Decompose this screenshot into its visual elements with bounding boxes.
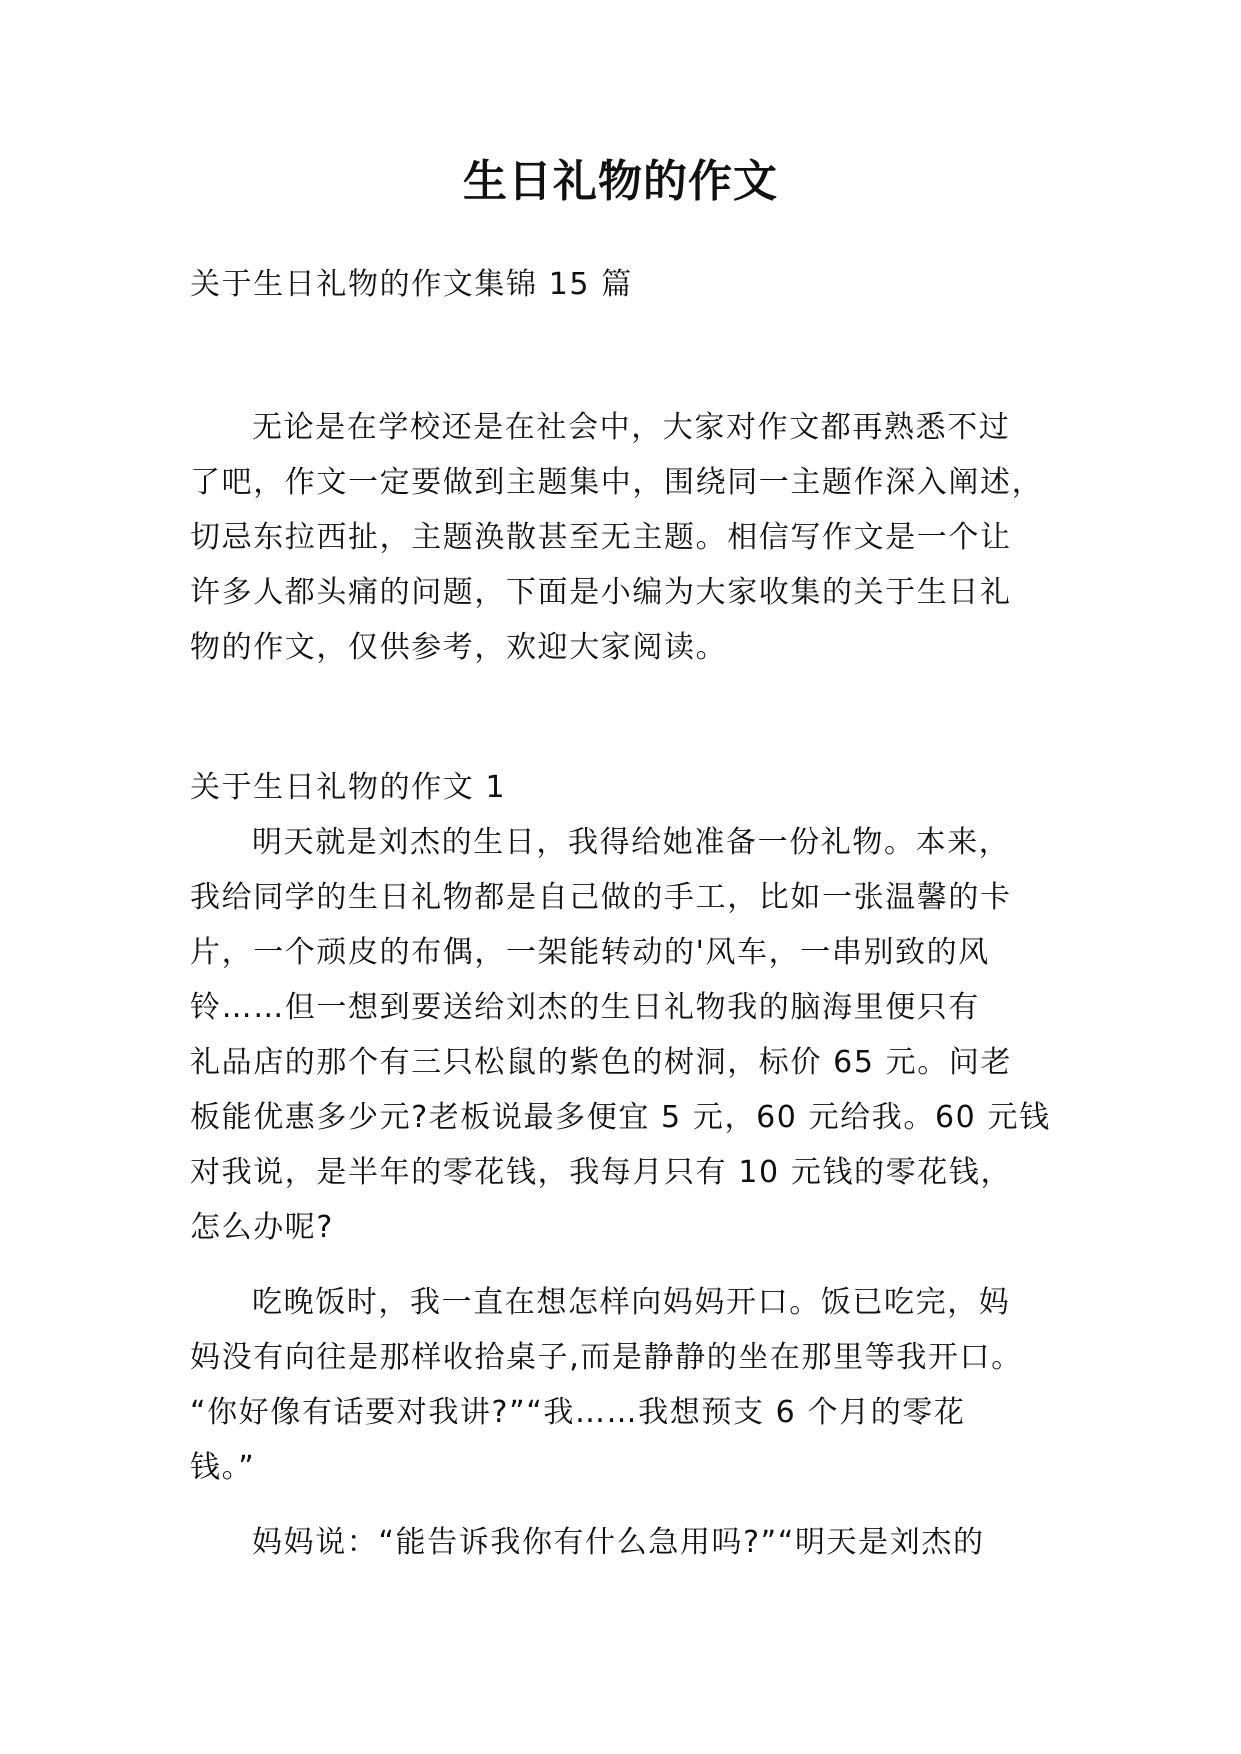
body-line-12: 钱。”	[190, 1450, 256, 1485]
intro-line-5: 物的作文，仅供参考，欢迎大家阅读。	[190, 630, 728, 665]
intro-line-4: 许多人都头痛的问题，下面是小编为大家收集的关于生日礼	[190, 575, 1012, 610]
intro-line-2: 了吧，作文一定要做到主题集中，围绕同一主题作深入阐述，	[190, 465, 1044, 500]
section-heading: 关于生日礼物的作文 1	[190, 770, 507, 805]
body-line-3: 片，一个顽皮的布偶，一架能转动的'风车，一串别致的风	[190, 935, 990, 970]
body-line-4: 铃……但一想到要送给刘杰的生日礼物我的脑海里便只有	[190, 990, 980, 1025]
body-line-6: 板能优惠多少元?老板说最多便宜 5 元，60 元给我。60 元钱	[190, 1100, 1051, 1135]
document-title: 生日礼物的作文	[463, 156, 778, 207]
body-line-10: 妈没有向往是那样收拾桌子,而是静静的坐在那里等我开口。	[190, 1340, 1023, 1375]
body-line-8: 怎么办呢?	[190, 1210, 334, 1245]
body-line-1: 明天就是刘杰的生日，我得给她准备一份礼物。本来，	[252, 825, 1011, 860]
body-line-5: 礼品店的那个有三只松鼠的紫色的树洞，标价 65 元。问老	[190, 1045, 1013, 1080]
intro-line-1: 无论是在学校还是在社会中，大家对作文都再熟悉不过	[252, 410, 1011, 445]
intro-line-3: 切忌东拉西扯，主题涣散甚至无主题。相信写作文是一个让	[190, 520, 1012, 555]
body-line-9: 吃晚饭时，我一直在想怎样向妈妈开口。饭已吃完，妈	[252, 1285, 1011, 1320]
document-subtitle: 关于生日礼物的作文集锦 15 篇	[190, 267, 633, 302]
body-line-7: 对我说，是半年的零花钱，我每月只有 10 元钱的零花钱，	[190, 1155, 1013, 1190]
body-line-11: “你好像有话要对我讲?”“我……我想预支 6 个月的零花	[190, 1395, 966, 1430]
body-line-13: 妈妈说：“能告诉我你有什么急用吗?”“明天是刘杰的	[252, 1525, 985, 1560]
body-line-2: 我给同学的生日礼物都是自己做的手工，比如一张温馨的卡	[190, 880, 1012, 915]
